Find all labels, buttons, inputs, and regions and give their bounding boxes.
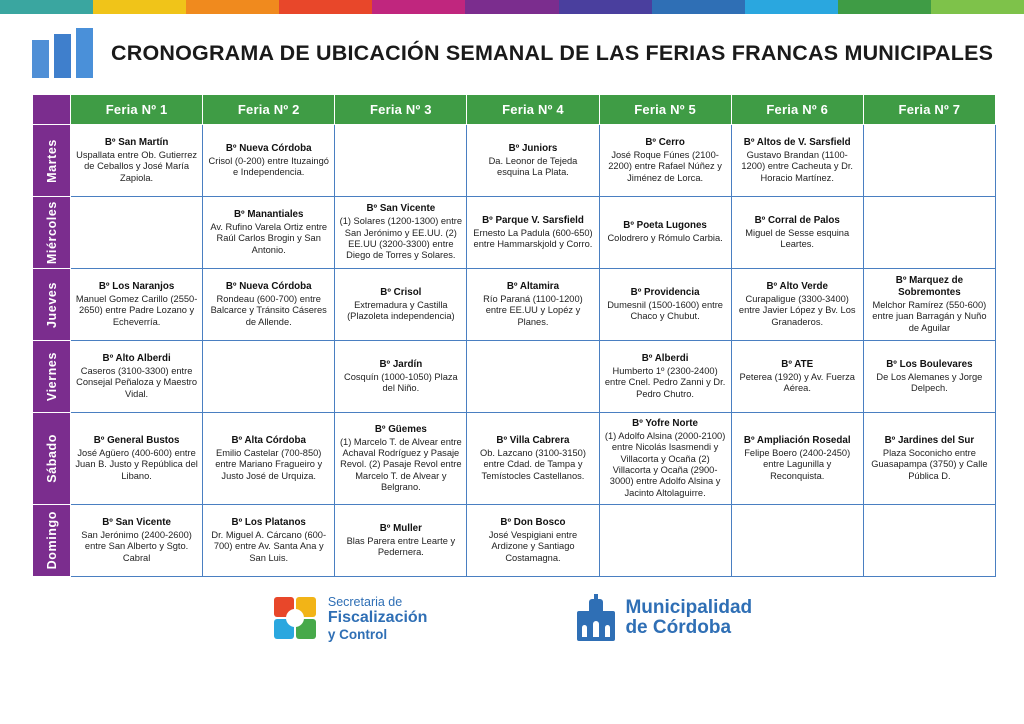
schedule-cell bbox=[467, 269, 599, 341]
feria-address: Crisol (0-200) entre Ituzaingó e Independencia. bbox=[208, 155, 329, 177]
table-row bbox=[33, 504, 996, 576]
municipal-bars-logo bbox=[32, 28, 93, 78]
table-row bbox=[33, 269, 996, 341]
top-color-segment-10 bbox=[838, 0, 931, 14]
feria-name: Bº Altos de V. Sarsfield bbox=[743, 137, 851, 149]
table-row bbox=[33, 341, 996, 413]
top-color-segment-6 bbox=[465, 0, 558, 14]
feria-address: Av. Rufino Varela Ortiz entre Raúl Carlos Brogin y San Antonio. bbox=[210, 221, 328, 255]
fiscalizacion-logo-block bbox=[272, 595, 428, 642]
schedule-cell bbox=[599, 269, 731, 341]
feria-address: Uspallata entre Ob. Gutierrez de Ceballos y José María Zapiola. bbox=[76, 149, 198, 183]
feria-name: Bº San Martín bbox=[104, 137, 169, 149]
feria-address: Emilio Castelar (700-850) entre Mariano Fragueiro y Justo José de Urquiza. bbox=[215, 447, 323, 481]
schedule-cell bbox=[863, 125, 995, 197]
feria-address: Blas Parera entre Learte y Pedernera. bbox=[346, 535, 456, 557]
day-label-text: Jueves bbox=[44, 281, 59, 328]
table-body bbox=[33, 125, 996, 577]
schedule-cell bbox=[731, 341, 863, 413]
feria-name: Bº Güemes bbox=[374, 423, 427, 435]
feria-address: Humberto 1º (2300-2400) entre Cnel. Pedro Zanni y Dr. Pedro Chutro. bbox=[604, 365, 726, 399]
feria-name: Bº Alberdi bbox=[641, 353, 689, 365]
feria-address: Miguel de Sesse esquina Leartes. bbox=[745, 227, 850, 249]
day-label-viernes bbox=[33, 341, 71, 413]
table-corner-cell bbox=[33, 95, 71, 125]
schedule-cell bbox=[467, 413, 599, 505]
day-label-text: Sábado bbox=[44, 434, 59, 483]
schedule-cell bbox=[71, 504, 203, 576]
column-header-feria-1: Feria Nº 1 bbox=[71, 95, 203, 125]
feria-address: San Jerónimo (2400-2600) entre San Alberto y Sgto. Cabral bbox=[81, 529, 192, 563]
schedule-cell bbox=[335, 341, 467, 413]
feria-name: Bº Villa Cabrera bbox=[496, 434, 570, 446]
feria-address: Peterea (1920) y Av. Fuerza Aérea. bbox=[739, 371, 855, 393]
feria-name: Bº Jardines del Sur bbox=[884, 434, 975, 446]
top-color-segment-3 bbox=[186, 0, 279, 14]
municipalidad-cordoba-logo bbox=[577, 595, 615, 641]
feria-name: Bº Los Platanos bbox=[231, 516, 306, 528]
schedule-cell bbox=[731, 413, 863, 505]
schedule-cell bbox=[71, 125, 203, 197]
schedule-cell bbox=[467, 504, 599, 576]
schedule-cell bbox=[335, 269, 467, 341]
feria-name: Bº San Vicente bbox=[366, 203, 436, 215]
schedule-cell bbox=[203, 413, 335, 505]
feria-name: Bº Don Bosco bbox=[500, 516, 566, 528]
schedule-cell bbox=[599, 197, 731, 269]
feria-address: (1) Marcelo T. de Alvear entre Achaval Rodríguez y Pasaje Revol. (2) Pasaje Revol entre Marcelo T. de Alvear y Belgrano. bbox=[339, 436, 462, 492]
schedule-cell bbox=[335, 197, 467, 269]
day-label-jueves bbox=[33, 269, 71, 341]
schedule-cell bbox=[203, 269, 335, 341]
feria-name: Bº Cerro bbox=[645, 137, 685, 149]
feria-address: José Roque Fúnes (2100-2200) entre Rafael Núñez y Jiménez de Lorca. bbox=[608, 149, 722, 183]
feria-address: Caseros (3100-3300) entre Consejal Peñaloza y Maestro Vidal. bbox=[76, 365, 198, 399]
table-row bbox=[33, 413, 996, 505]
feria-name: Bº Alta Córdoba bbox=[231, 434, 306, 446]
schedule-cell bbox=[335, 504, 467, 576]
schedule-cell bbox=[599, 504, 731, 576]
day-label-text: Viernes bbox=[44, 351, 59, 402]
table-header-row bbox=[33, 95, 996, 125]
feria-address: José Vespigiani entre Ardizone y Santiago Costamagna. bbox=[488, 529, 578, 563]
day-label-martes bbox=[33, 125, 71, 197]
day-label-text: Martes bbox=[44, 138, 59, 183]
feria-address: Gustavo Brandan (1100-1200) entre Cacheuta y Dr. Horacio Martínez. bbox=[741, 149, 854, 183]
feria-name: Bº Jardín bbox=[379, 358, 423, 370]
table-row bbox=[33, 125, 996, 197]
schedule-cell bbox=[203, 341, 335, 413]
column-header-feria-3: Feria Nº 3 bbox=[335, 95, 467, 125]
feria-name: Bº Marquez de Sobremontes bbox=[895, 275, 964, 298]
top-color-segment-5 bbox=[372, 0, 465, 14]
schedule-cell bbox=[731, 504, 863, 576]
top-color-segment-8 bbox=[652, 0, 745, 14]
fiscalizacion-line3: y Control bbox=[327, 626, 388, 642]
feria-name: Bº Los Naranjos bbox=[98, 281, 175, 293]
municipalidad-line1: Municipalidad bbox=[625, 596, 753, 618]
schedule-cell bbox=[863, 269, 995, 341]
schedule-cell bbox=[863, 341, 995, 413]
page-header bbox=[0, 14, 1024, 88]
table-row bbox=[33, 197, 996, 269]
schedule-cell bbox=[467, 197, 599, 269]
feria-name: Bº San Vicente bbox=[102, 516, 171, 528]
schedule-cell bbox=[71, 269, 203, 341]
schedule-cell bbox=[731, 197, 863, 269]
schedule-cell bbox=[71, 413, 203, 505]
municipalidad-logo-block bbox=[577, 595, 752, 641]
schedule-cell bbox=[863, 504, 995, 576]
fiscalizacion-logo bbox=[272, 595, 318, 641]
feria-address: Curapaligue (3300-3400) entre Javier López y Bv. Los Granaderos. bbox=[738, 293, 856, 327]
feria-name: Bº General Bustos bbox=[93, 434, 180, 446]
schedule-cell bbox=[599, 341, 731, 413]
day-label-domingo bbox=[33, 504, 71, 576]
feria-address: Ernesto La Padula (600-650) entre Hammarskjold y Corro. bbox=[473, 227, 593, 249]
feria-address: Dr. Miguel A. Cárcano (600-700) entre Av. Santa Ana y San Luis. bbox=[211, 529, 327, 563]
schedule-cell bbox=[203, 197, 335, 269]
column-header-feria-7: Feria Nº 7 bbox=[863, 95, 995, 125]
schedule-table bbox=[32, 94, 996, 577]
feria-address: De Los Alemanes y Jorge Delpech. bbox=[876, 371, 983, 393]
feria-name: Bº Poeta Lugones bbox=[623, 220, 707, 232]
schedule-cell bbox=[467, 341, 599, 413]
schedule-cell bbox=[71, 197, 203, 269]
schedule-table-container bbox=[0, 88, 1024, 577]
feria-name: Bº Manantiales bbox=[233, 209, 304, 221]
feria-name: Bº Muller bbox=[379, 522, 422, 534]
feria-address: José Agüero (400-600) entre Juan B. Justo y República del Libano. bbox=[75, 447, 198, 481]
feria-address: Dumesnil (1500-1600) entre Chaco y Chubut. bbox=[607, 299, 723, 321]
schedule-cell bbox=[731, 269, 863, 341]
schedule-cell bbox=[203, 125, 335, 197]
feria-name: Bº Yofre Norte bbox=[632, 418, 698, 429]
top-color-segment-2 bbox=[93, 0, 186, 14]
feria-name: Bº Crisol bbox=[380, 286, 422, 298]
feria-name: Bº Parque V. Sarsfield bbox=[482, 214, 584, 226]
feria-address: Felipe Boero (2400-2450) entre Lagunilla y Reconquista. bbox=[744, 447, 851, 481]
feria-address: Río Paraná (1100-1200) entre EE.UU y Lopéz y Planes. bbox=[483, 293, 583, 327]
top-color-segment-9 bbox=[745, 0, 838, 14]
column-header-feria-5: Feria Nº 5 bbox=[599, 95, 731, 125]
municipalidad-line2: de Córdoba bbox=[625, 617, 732, 639]
schedule-cell bbox=[599, 125, 731, 197]
feria-address: (1) Adolfo Alsina (2000-2100) entre Nicolás Isasmendi y Villacorta y Ocaña (2) Villacorta y Ocaña (2900-3000) entre Adolfo Alsina y Jacinto Altolaguirre. bbox=[604, 430, 726, 498]
top-color-segment-7 bbox=[559, 0, 652, 14]
column-header-feria-2: Feria Nº 2 bbox=[203, 95, 335, 125]
schedule-cell bbox=[335, 125, 467, 197]
column-header-feria-4: Feria Nº 4 bbox=[467, 95, 599, 125]
feria-name: Bº Corral de Palos bbox=[754, 214, 840, 226]
column-header-feria-6: Feria Nº 6 bbox=[731, 95, 863, 125]
feria-name: Bº ATE bbox=[781, 358, 814, 370]
schedule-cell bbox=[863, 413, 995, 505]
feria-name: Bº Nueva Córdoba bbox=[225, 281, 312, 293]
schedule-cell bbox=[71, 341, 203, 413]
top-color-segment-1 bbox=[0, 0, 93, 14]
feria-name: Bº Alto Verde bbox=[766, 281, 828, 293]
day-label-text: Domingo bbox=[44, 511, 59, 570]
schedule-cell bbox=[467, 125, 599, 197]
feria-name: Bº Nueva Córdoba bbox=[225, 142, 312, 154]
feria-address: Melchor Ramírez (550-600) entre juan Barragán y Nuño de Aguilar bbox=[872, 299, 987, 333]
schedule-cell bbox=[863, 197, 995, 269]
feria-name: Bº Providencia bbox=[630, 286, 700, 298]
feria-name: Bº Altamira bbox=[506, 281, 560, 293]
feria-address: Manuel Gomez Carillo (2550-2650) entre Padre Lozano y Echeverría. bbox=[75, 293, 198, 327]
feria-address: Da. Leonor de Tejeda esquina La Plata. bbox=[488, 155, 578, 177]
feria-address: (1) Solares (1200-1300) entre San Jerónimo y EE.UU. (2) EE.UU (3200-3300) entre Diego de Torres y Solares. bbox=[339, 216, 463, 261]
top-color-segment-11 bbox=[931, 0, 1024, 14]
feria-name: Bº Los Boulevares bbox=[886, 358, 973, 370]
schedule-cell bbox=[731, 125, 863, 197]
schedule-cell bbox=[203, 504, 335, 576]
day-label-sábado bbox=[33, 413, 71, 505]
feria-name: Bº Juniors bbox=[508, 142, 558, 154]
feria-address: Cosquín (1000-1050) Plaza del Niño. bbox=[343, 371, 458, 393]
top-color-segment-4 bbox=[279, 0, 372, 14]
feria-address: Ob. Lazcano (3100-3150) entre Cdad. de Tampa y Temístocles Castellanos. bbox=[479, 447, 586, 481]
feria-address: Rondeau (600-700) entre Balcarce y Tránsito Cáseres de Allende. bbox=[210, 293, 327, 327]
fiscalizacion-line2: Fiscalización bbox=[327, 608, 428, 626]
footer-logos bbox=[0, 595, 1024, 642]
feria-name: Bº Ampliación Rosedal bbox=[743, 434, 851, 446]
feria-name: Bº Alto Alberdi bbox=[102, 353, 171, 365]
feria-address: Colodrero y Rómulo Carbia. bbox=[607, 233, 723, 244]
day-label-miércoles bbox=[33, 197, 71, 269]
top-color-bar bbox=[0, 0, 1024, 14]
page-title: CRONOGRAMA DE UBICACIÓN SEMANAL DE LAS FERIAS FRANCAS MUNICIPALES bbox=[111, 40, 994, 65]
day-label-text: Miércoles bbox=[44, 200, 59, 265]
feria-address: Plaza Soconicho entre Guasapampa (3750) y Calle Pública D. bbox=[871, 447, 988, 481]
schedule-cell bbox=[599, 413, 731, 505]
fiscalizacion-line1: Secretaria de bbox=[327, 594, 403, 609]
feria-address: Extremadura y Castilla (Plazoleta independencia) bbox=[347, 299, 455, 321]
schedule-cell bbox=[335, 413, 467, 505]
